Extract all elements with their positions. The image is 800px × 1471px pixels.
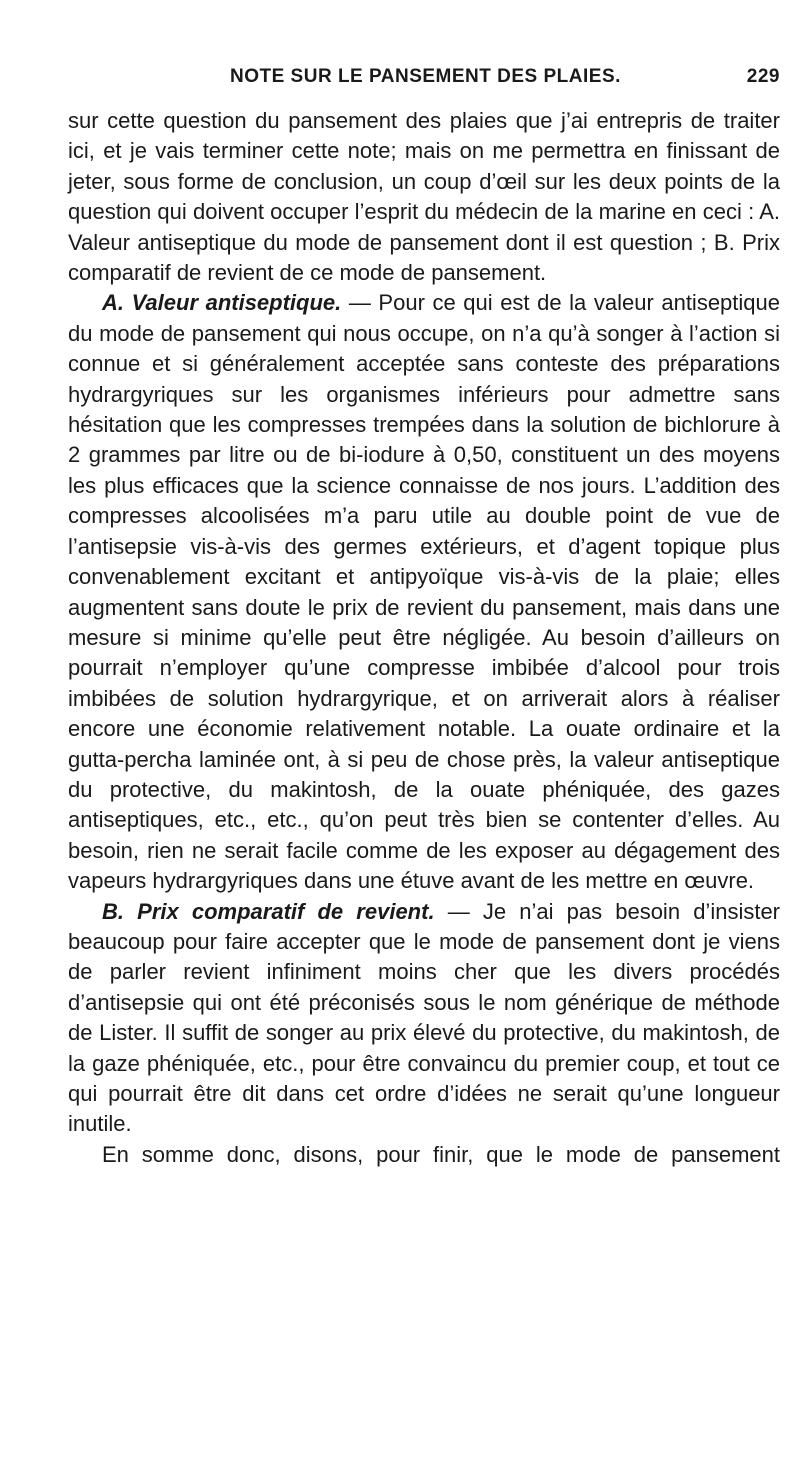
running-head (68, 64, 780, 94)
page-number: 229 (746, 66, 780, 87)
section-heading-prix-comparatif: B. Prix comparatif de revient. (102, 898, 435, 924)
body-text (68, 106, 780, 1170)
paragraph-valeur-antiseptique (68, 288, 780, 896)
running-head-title: NOTE SUR LE PANSEMENT DES PLAIES. (230, 66, 621, 87)
paragraph-text: — Pour ce qui est de la valeur antiseptique du mode de pansement qui nous occupe, on n’a qu’à songer à l’action si connue et si généralement acceptée sans conteste des préparations hydrargyriques sur les organismes inférieurs pour admettre sans hésitation que les compresses trempées dans la solution de bichlorure à 2 grammes par litre ou de bi-iodure à 0,50, constituent un des moyens les plus efficaces que la science connaisse de nos jours. L’addition des compresses alcoolisées m’a paru utile au double point de vue de l’antisepsie vis-à-vis des germes extérieurs, et d’agent topique plus convenablement excitant et antipyoïque vis-à-vis de la plaie; elles augmentent sans doute le prix de revient du pansement, mais dans une mesure si minime qu’elle peut être négligée. Au besoin d’ailleurs on pourrait n’employer qu’une compresse imbibée d’alcool pour trois imbibées de solution hydrargyrique, et on arriverait alors à réaliser encore une économie relativement notable. La ouate ordinaire et la gutta-percha laminée ont, à si peu de chose près, la valeur antiseptique du protective, du makintosh, de la ouate phéniquée, des gazes antiseptiques, etc., etc., qu’on peut très bien se contenter d’elles. Au besoin, rien ne serait facile comme de les exposer au dégagement des vapeurs hydrargyriques dans une étuve avant de les mettre en œuvre. (68, 290, 780, 894)
paragraph-prix-comparatif (68, 897, 780, 1140)
paragraph-text: — Je n’ai pas besoin d’insister beaucoup pour faire accepter que le mode de pansement dont je viens de parler revient infiniment moins cher que les divers procédés d’antisepsie qui ont été préconisés sous le nom générique de méthode de Lister. Il suffit de songer au prix élevé du protective, du makintosh, de la gaze phéniquée, etc., pour être convaincu du premier coup, et tout ce qui pourrait être dit dans cet ordre d’idées ne serait qu’une longueur inutile. (68, 898, 781, 1137)
paragraph-continuation: sur cette question du pansement des plaies que j’ai entrepris de traiter ici, et je vais terminer cette note; mais on me permettra en finissant de jeter, sous forme de conclusion, un coup d’œil sur les deux points de la question qui doivent occuper l’esprit du médecin de la marine en ceci : A. Valeur antiseptique du mode de pansement dont il est question ; B. Prix comparatif de revient de ce mode de pansement. (68, 108, 780, 286)
paragraph-conclusion: En somme donc, disons, pour finir, que le mode de pansement (102, 1141, 780, 1167)
section-heading-valeur-antiseptique: A. Valeur antiseptique. (102, 290, 342, 316)
book-page (68, 64, 781, 1167)
